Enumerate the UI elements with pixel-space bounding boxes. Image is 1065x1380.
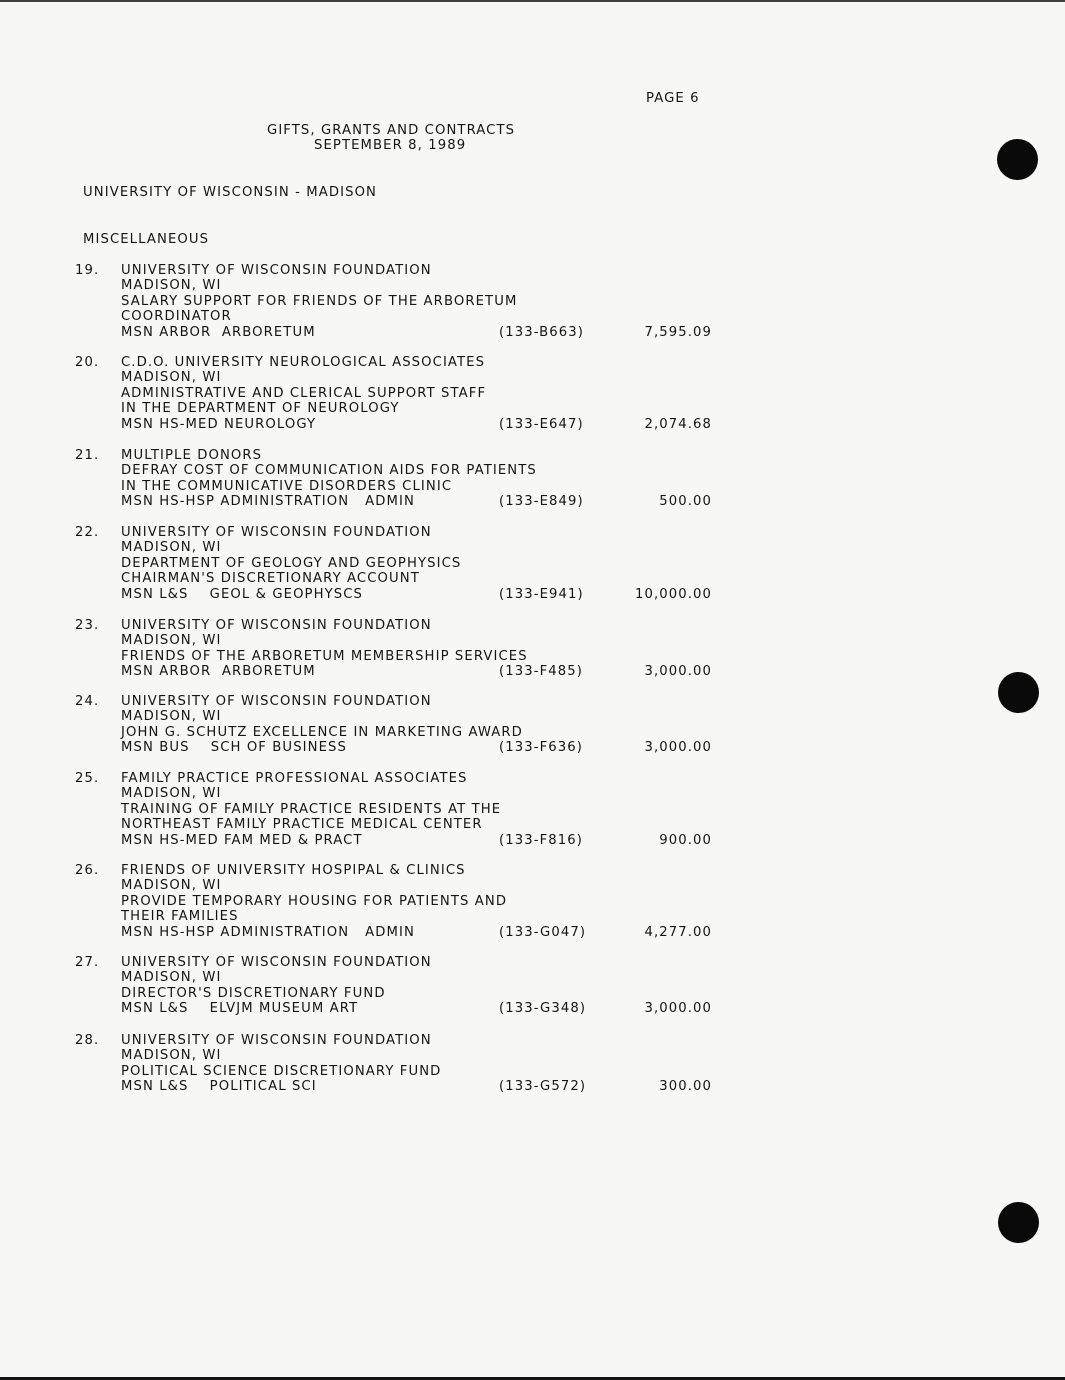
entry-line: UNIVERSITY OF WISCONSIN FOUNDATION (121, 263, 432, 278)
document-date: SEPTEMBER 8, 1989 (314, 138, 467, 153)
entry-description (121, 863, 507, 940)
entry-description (121, 525, 461, 602)
entry-line: IN THE DEPARTMENT OF NEUROLOGY (121, 401, 400, 417)
entry-line: COORDINATOR (121, 309, 232, 325)
entry-line: MADISON, WI (121, 1048, 222, 1064)
entry-line: MADISON, WI (121, 633, 222, 649)
amount: 2,074.68 (644, 416, 712, 432)
account-number: (133-F636) (499, 740, 583, 756)
entry-line: FRIENDS OF UNIVERSITY HOSPIPAL & CLINICS (121, 863, 466, 878)
amount: 7,595.09 (644, 324, 712, 340)
entry-line: MSN ARBOR ARBORETUM (121, 324, 316, 340)
entry-line: FAMILY PRACTICE PROFESSIONAL ASSOCIATES (121, 771, 468, 786)
entry-description (121, 263, 517, 340)
entry-line: MSN HS-HSP ADMINISTRATION ADMIN (121, 924, 415, 940)
entry-line: DEFRAY COST OF COMMUNICATION AIDS FOR PATIENTS (121, 463, 537, 479)
entry-line: NORTHEAST FAMILY PRACTICE MEDICAL CENTER (121, 817, 483, 833)
entry-number: 21. (75, 448, 100, 463)
entry-line: MSN L&S GEOL & GEOPHYSCS (121, 586, 364, 602)
entry-number: 26. (75, 863, 100, 878)
amount: 500.00 (659, 494, 712, 510)
entry-line: MADISON, WI (121, 370, 222, 386)
entry-line: FRIENDS OF THE ARBORETUM MEMBERSHIP SERVICES (121, 648, 528, 664)
entry-line: POLITICAL SCIENCE DISCRETIONARY FUND (121, 1063, 442, 1079)
entry-line: MSN HS-MED NEUROLOGY (121, 416, 317, 432)
entry-line: MADISON, WI (121, 878, 222, 894)
entry-line: SALARY SUPPORT FOR FRIENDS OF THE ARBORETUM (121, 293, 518, 309)
amount: 3,000.00 (644, 1001, 712, 1017)
entry-line: UNIVERSITY OF WISCONSIN FOUNDATION (121, 955, 432, 970)
entry-number: 27. (75, 955, 100, 970)
entry-number: 20. (75, 355, 100, 370)
entry-line: MSN HS-MED FAM MED & PRACT (121, 832, 363, 848)
amount: 3,000.00 (644, 740, 712, 756)
entry-line: MADISON, WI (121, 786, 222, 802)
entry-line: TRAINING OF FAMILY PRACTICE RESIDENTS AT THE (121, 801, 502, 817)
entry-number: 28. (75, 1033, 100, 1048)
entry-line: MSN L&S ELVJM MUSEUM ART (121, 1001, 359, 1017)
entry-line: MSN BUS SCH OF BUSINESS (121, 740, 347, 756)
entry-line: MSN HS-HSP ADMINISTRATION ADMIN (121, 494, 415, 510)
amount: 4,277.00 (644, 924, 712, 940)
institution-name: UNIVERSITY OF WISCONSIN - MADISON (83, 185, 378, 200)
account-number: (133-G348) (499, 1001, 587, 1017)
section-heading: MISCELLANEOUS (83, 232, 210, 247)
entry-number: 25. (75, 771, 100, 786)
entry-description (121, 955, 432, 1017)
punch-hole (997, 139, 1038, 180)
entry-line: DEPARTMENT OF GEOLOGY AND GEOPHYSICS (121, 555, 462, 571)
entry-description (121, 694, 523, 756)
entry-line: UNIVERSITY OF WISCONSIN FOUNDATION (121, 525, 432, 540)
entry-line: UNIVERSITY OF WISCONSIN FOUNDATION (121, 1033, 432, 1048)
entry-number: 22. (75, 525, 100, 540)
entry-description (121, 1033, 441, 1095)
account-number: (133-B663) (499, 324, 584, 340)
page-top-edge (0, 0, 1065, 2)
amount: 3,000.00 (644, 664, 712, 680)
entry-line: UNIVERSITY OF WISCONSIN FOUNDATION (121, 694, 432, 709)
punch-hole (998, 672, 1039, 713)
entry-line: ADMINISTRATIVE AND CLERICAL SUPPORT STAFF (121, 385, 487, 401)
entry-line: MADISON, WI (121, 540, 222, 556)
entry-line: MADISON, WI (121, 709, 222, 725)
entry-line: MADISON, WI (121, 278, 222, 294)
account-number: (133-E849) (499, 494, 584, 510)
amount: 300.00 (659, 1079, 712, 1095)
entry-line: THEIR FAMILIES (121, 909, 239, 925)
entry-line: UNIVERSITY OF WISCONSIN FOUNDATION (121, 618, 432, 633)
document-title: GIFTS, GRANTS AND CONTRACTS (267, 123, 516, 138)
entry-line: JOHN G. SCHUTZ EXCELLENCE IN MARKETING AWARD (121, 724, 523, 740)
account-number: (133-G047) (499, 924, 587, 940)
entry-description (121, 618, 528, 680)
account-number: (133-E941) (499, 586, 584, 602)
entry-line: DIRECTOR'S DISCRETIONARY FUND (121, 985, 386, 1001)
entry-number: 24. (75, 694, 100, 709)
entry-line: MSN L&S POLITICAL SCI (121, 1079, 317, 1095)
entry-line: PROVIDE TEMPORARY HOUSING FOR PATIENTS AND (121, 893, 508, 909)
entry-line: CHAIRMAN'S DISCRETIONARY ACCOUNT (121, 571, 420, 587)
account-number: (133-F485) (499, 664, 583, 680)
entry-line: IN THE COMMUNICATIVE DISORDERS CLINIC (121, 478, 453, 494)
entry-line: MSN ARBOR ARBORETUM (121, 664, 316, 680)
entry-description (121, 355, 486, 432)
account-number: (133-G572) (499, 1079, 587, 1095)
entry-line: C.D.O. UNIVERSITY NEUROLOGICAL ASSOCIATES (121, 355, 486, 370)
entry-description (121, 448, 537, 510)
account-number: (133-F816) (499, 832, 583, 848)
entry-line: MADISON, WI (121, 970, 222, 986)
entry-number: 19. (75, 263, 100, 278)
amount: 10,000.00 (634, 586, 712, 602)
account-number: (133-E647) (499, 416, 584, 432)
punch-hole (998, 1202, 1039, 1243)
entry-line: MULTIPLE DONORS (121, 448, 263, 463)
entry-description (121, 771, 501, 848)
entry-number: 23. (75, 618, 100, 633)
page-number: PAGE 6 (646, 91, 700, 106)
amount: 900.00 (659, 832, 712, 848)
